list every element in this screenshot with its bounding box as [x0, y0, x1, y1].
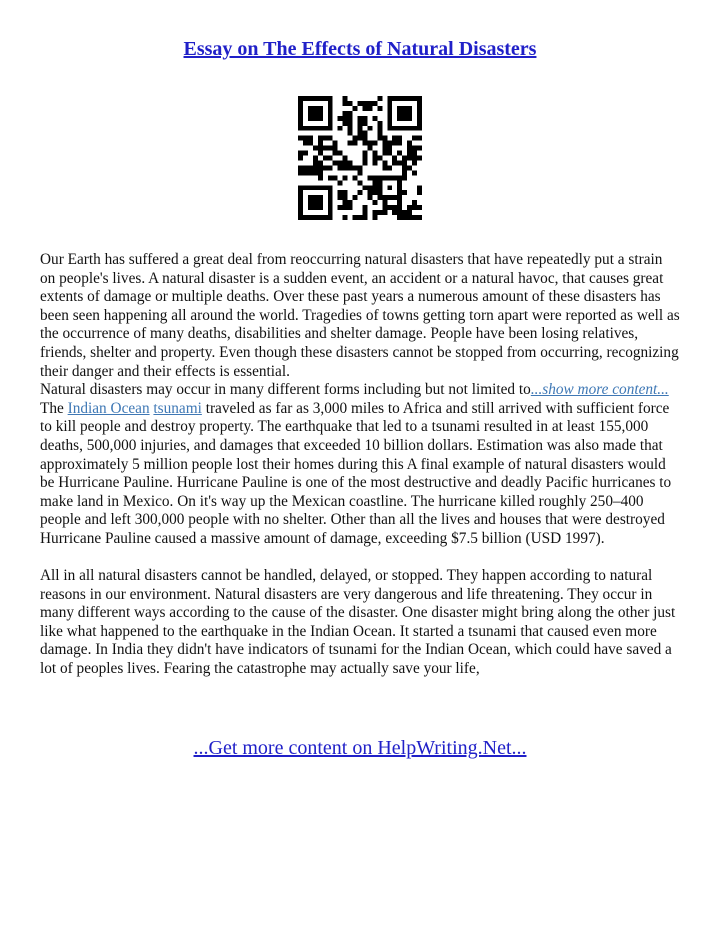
- paragraph-forms: [40, 381, 680, 400]
- show-more-link[interactable]: ...show more content...: [530, 381, 669, 399]
- get-more-content-link[interactable]: ...Get more content on HelpWriting.Net...: [193, 737, 527, 759]
- paragraph-examples-text: traveled as far as 3,000 miles to Africa and still arrived with sufficient force to kill people and destroy property. The earthquake that led to a tsunami resulted in at least 155,000 deaths, 500,000 injuries, and damages that exceeded 10 billion dollars. Estimation was also made that approximately 5 million people lost their homes during this A final example of natural disasters would be Hurricane Pauline. Hurricane Pauline is one of the most destructive and deadly Pacific hurricanes to make land in Mexico. On it's way up the Mexican coastline. The hurricane killed roughly 250–400 people and left 300,000 people with no shelter. Other than all the lives and houses that were destroyed Hurricane Pauline caused a massive amount of damage, exceeding $7.5 billion (USD 1997).: [40, 399, 672, 547]
- document-title: Essay on The Effects of Natural Disasters: [183, 38, 537, 60]
- paragraph-intro: Our Earth has suffered a great deal from reoccurring natural disasters that have repeatedly put a strain on people's lives. A natural disaster is a sudden event, an accident or a natural havoc, that causes great extents of damage or multiple deaths. Over these past years a numerous amount of these disasters has been seen happening all around the world. Tragedies of towns getting torn apart were reported as well as the occurrence of many deaths, disabilities and shelter damage. People have been losing relatives, friends, shelter and property. Even though these disasters cannot be stopped from occurring, recognizing their danger and their effects is essential.: [40, 251, 680, 380]
- tsunami-link[interactable]: tsunami: [153, 399, 202, 417]
- paragraph-spacer: [40, 549, 680, 568]
- paragraph-examples-prefix: The: [40, 399, 64, 417]
- paragraph-examples: [40, 400, 680, 549]
- paragraph-conclusion: All in all natural disasters cannot be handled, delayed, or stopped. They happen according to natural reasons in our environment. Natural disasters are very dangerous and life threatening. They occur in many different ways according to the cause of the disaster. One disaster might bring along the other just like what happened to the earthquake in the Indian Ocean. It started a tsunami that caused even more damage. In India they didn't have indicators of tsunami for the Indian Ocean, which could have saved a lot of peoples lives. Fearing the catastrophe may actually save your life,: [40, 567, 676, 678]
- qr-code-icon: [298, 96, 422, 220]
- essay-body: [40, 251, 680, 679]
- paragraph-forms-text: Natural disasters may occur in many different forms including but not limited to: [40, 381, 531, 399]
- indian-ocean-link[interactable]: Indian Ocean: [67, 399, 150, 417]
